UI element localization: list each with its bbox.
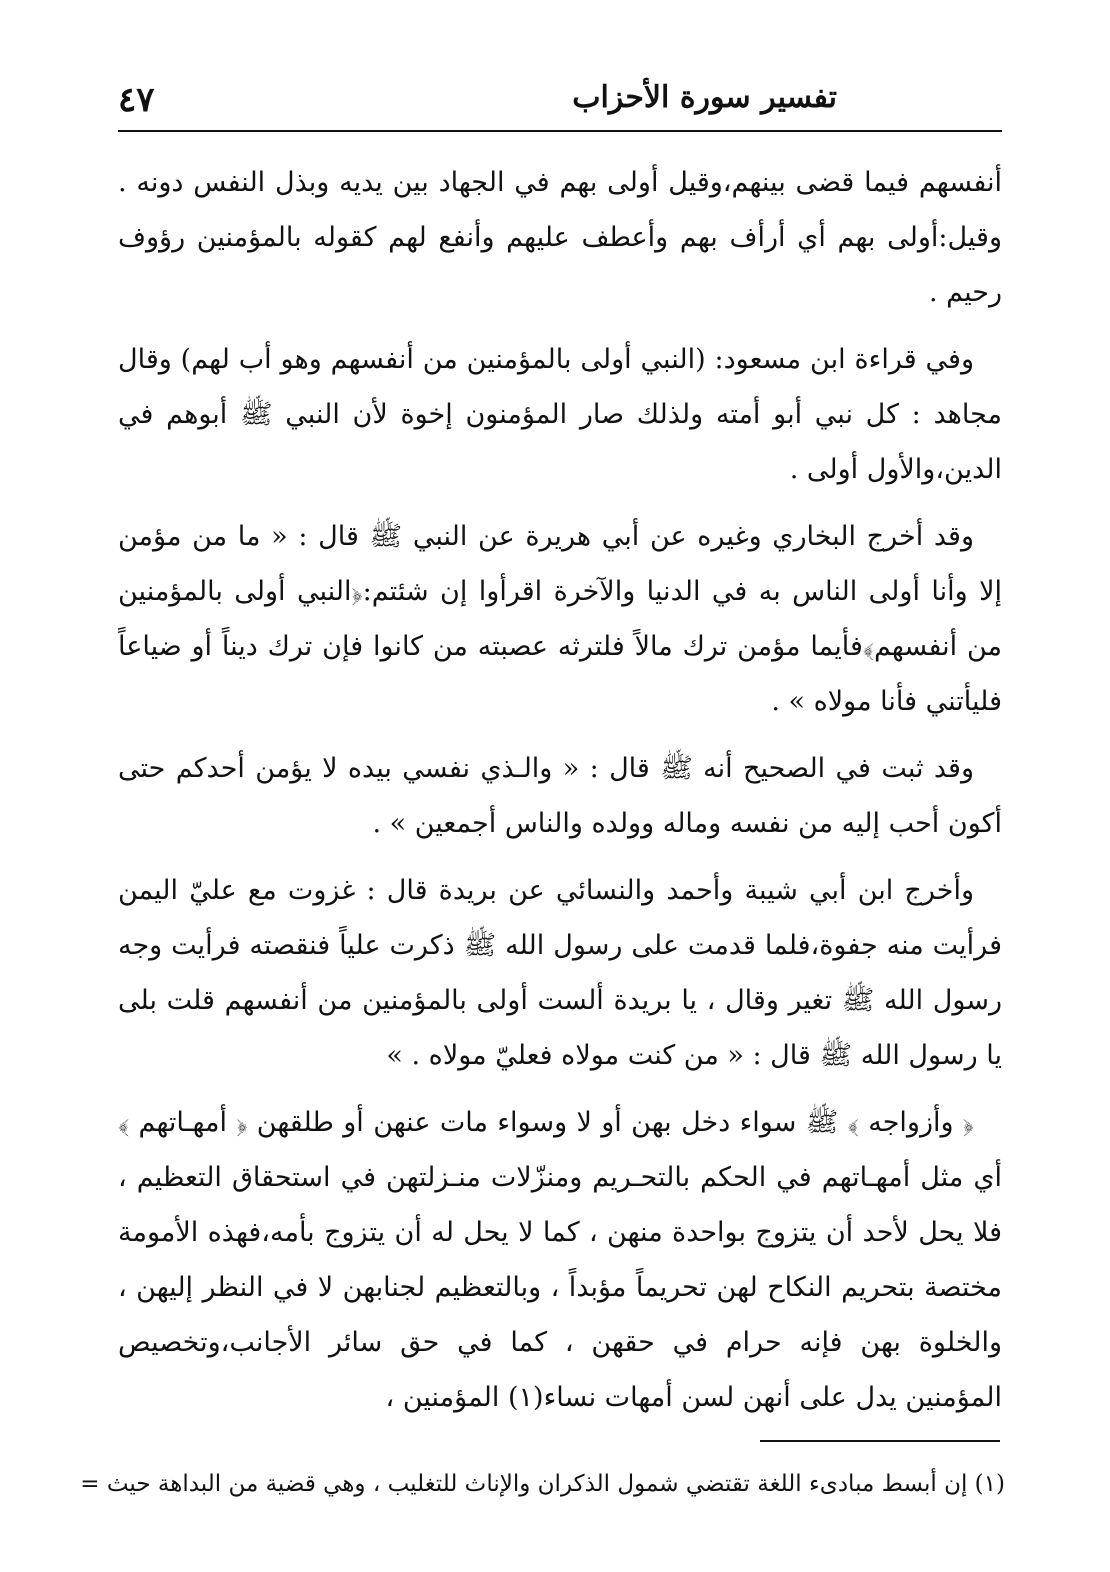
paragraph-2: وفي قراءة ابن مسعود: (النبي أولى بالمؤمنين من أنفسهم وهو أب لهم) وقال مجاهد : كل نبي أبو أمته ولذلك صار المؤمنون إخوة لأن النبي ﷺ أبوهم في الدين،والأول أولى . xyxy=(118,344,1002,485)
page-header xyxy=(118,70,1002,130)
paragraph-1: أنفسهم فيما قضى بينهم،وقيل أولى بهم في الجهاد بين يديه وبذل النفس دونه . وقيل:أولى بهم أي أرأف بهم وأعطف عليهم وأنفع لهم كقوله بالمؤمنين رؤوف رحيم . xyxy=(118,167,1002,308)
paragraph-5: وأخرج ابن أبي شيبة وأحمد والنسائي عن بريدة قال : غزوت مع عليّ اليمن فرأيت منه جفوة،فلما قدمت على رسول الله ﷺ ذكرت علياً فنقصته فرأيت وجه رسول الله ﷺ تغير وقال ، يا بريدة ألست أولى بالمؤمنين من أنفسهم قلت بلى يا رسول الله ﷺ قال : « من كنت مولاه فعليّ مولاه . » xyxy=(118,875,1002,1071)
paragraph-3: وقد أخرج البخاري وغيره عن أبي هريرة عن النبي ﷺ قال : « ما من مؤمن إلا وأنا أولى الناس به في الدنيا والآخرة اقرأوا إن شئتم:﴿النبي أولى بالمؤمنين من أنفسهم﴾فأيما مؤمن ترك مالاً فلترثه عصبته من كانوا فإن ترك ديناً أو ضياعاً فليأتني فأنا مولاه » . xyxy=(118,521,1002,717)
paragraph-6: ﴿ وأزواجه ﴾ ﷺ سواء دخل بهن أو لا وسواء مات عنهن أو طلقهن ﴿ أمهـاتهم ﴾ أي مثل أمهـاتهم في الحكم بالتحـريم ومنزّلات منـزلتهن في استحقاق التعظيم ، فلا يحل لأحد أن يتزوج بواحدة منهن ، كما لا يحل له أن يتزوج بأمه،فهذه الأمومة مختصة بتحريم النكاح لهن تحريماً مؤبداً ، وبالتعظيم لجنابهن لا في النظر إليهن ، والخلوة بهن فإنه حرام في حقهن ، كما في حق سائر الأجانب،وتخصيص المؤمنين يدل على أنهن لسن أمهات نساء(١) المؤمنين ، xyxy=(118,1107,1002,1413)
page-number: ٤٧ xyxy=(118,80,155,120)
running-title: تفسير سورة الأحزاب xyxy=(572,80,837,115)
footnote: (١) إن أبسط مبادىء اللغة تقتضي شمول الذكران والإناث للتغليب ، وهي قضية من البداهة حيث = xyxy=(80,1471,1005,1497)
paragraph-4: وقد ثبت في الصحيح أنه ﷺ قال : « والـذي نفسي بيده لا يؤمن أحدكم حتى أكون أحب إليه من نفسه وماله وولده والناس أجمعين » . xyxy=(118,753,1002,839)
header-rule xyxy=(118,130,1002,132)
footnote-rule xyxy=(760,1440,1000,1442)
body-text xyxy=(118,155,1002,1437)
